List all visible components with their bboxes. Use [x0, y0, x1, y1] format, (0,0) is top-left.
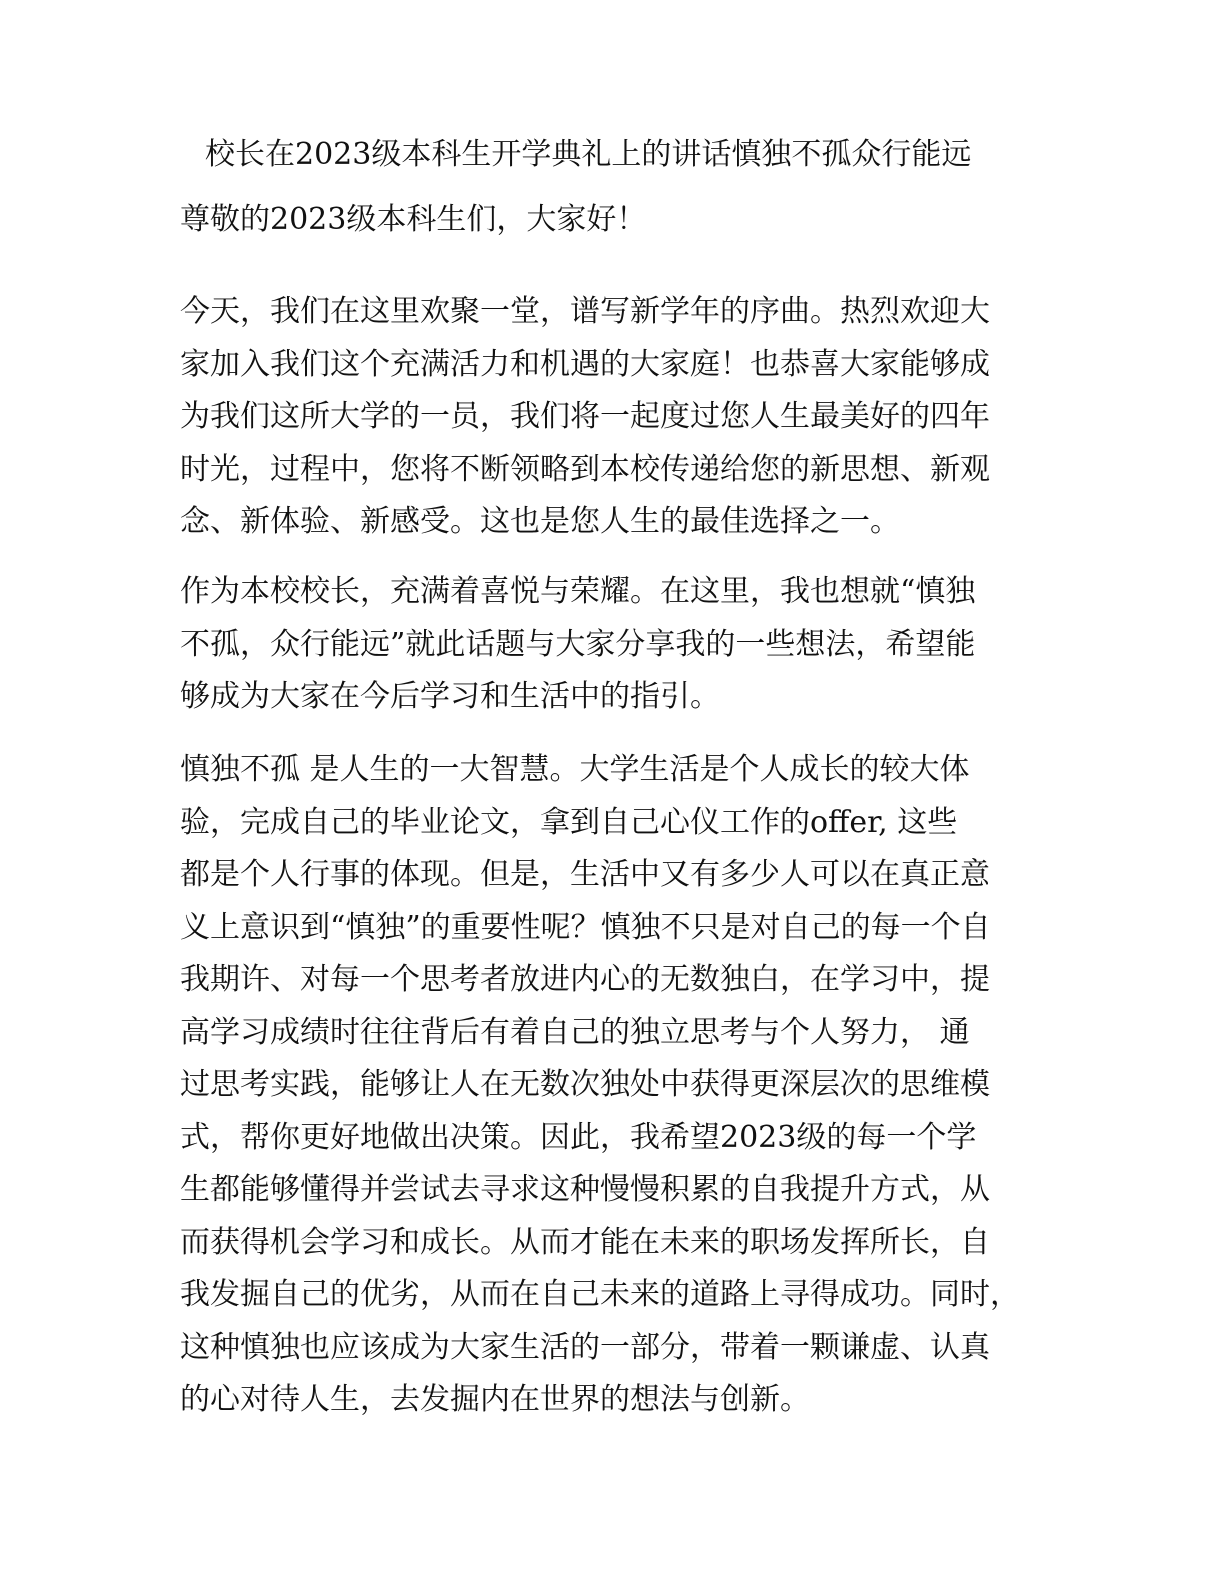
paragraph-line: 义上意识到“慎独”的重要性呢？慎独不只是对自己的每一个自	[180, 909, 991, 945]
paragraph-welcome	[180, 286, 990, 549]
paragraph-intro	[180, 566, 975, 724]
paragraph-line: 的心对待人生，去发掘内在世界的想法与创新。	[180, 1382, 810, 1417]
paragraph-line: 我期许、对每一个思考者放进内心的无数独白，在学习中，提	[180, 962, 990, 997]
paragraph-line: 我发掘自己的优劣，从而在自己未来的道路上寻得成功。同时，	[180, 1277, 1020, 1312]
paragraph-line: 过思考实践，能够让人在无数次独处中获得更深层次的思维模	[180, 1067, 990, 1102]
paragraph-line: 慎独不孤 是人生的一大智慧。大学生活是个人成长的较大体	[180, 752, 970, 787]
paragraph-line: 生都能够懂得并尝试去寻求这种慢慢积累的自我提升方式，从	[180, 1172, 990, 1207]
greeting-line: 尊敬的2023级本科生们，大家好！	[180, 202, 647, 237]
paragraph-line: 为我们这所大学的一员，我们将一起度过您人生最美好的四年	[180, 399, 990, 434]
paragraph-line: 式，帮你更好地做出决策。因此，我希望2023级的每一个学	[180, 1119, 977, 1155]
paragraph-line: 够成为大家在今后学习和生活中的指引。	[180, 679, 720, 714]
paragraph-line: 念、新体验、新感受。这也是您人生的最佳选择之一。	[180, 504, 900, 539]
paragraph-line: 时光，过程中，您将不断领略到本校传递给您的新思想、新观	[180, 451, 990, 487]
paragraph-line: 作为本校校长，充满着喜悦与荣耀。在这里，我也想就“慎独	[180, 574, 976, 609]
document-title: 校长在2023级本科生开学典礼上的讲话慎独不孤众行能远	[205, 137, 972, 172]
paragraph-line: 这种慎独也应该成为大家生活的一部分，带着一颗谦虚、认真	[180, 1329, 990, 1365]
paragraph-line: 不孤，众行能远”就此话题与大家分享我的一些想法，希望能	[180, 626, 976, 662]
paragraph-line: 都是个人行事的体现。但是，生活中又有多少人可以在真正意	[180, 857, 990, 892]
paragraph-line: 今天，我们在这里欢聚一堂，谱写新学年的序曲。热烈欢迎大	[180, 294, 990, 329]
paragraph-line: 家加入我们这个充满活力和机遇的大家庭！也恭喜大家能够成	[180, 346, 990, 382]
paragraph-shendu	[180, 744, 1020, 1427]
paragraph-line: 高学习成绩时往往背后有着自己的独立思考与个人努力， 通	[180, 1014, 970, 1050]
paragraph-line: 而获得机会学习和成长。从而才能在未来的职场发挥所长，自	[180, 1224, 990, 1260]
paragraph-line: 验，完成自己的毕业论文，拿到自己心仪工作的offer, 这些	[180, 804, 958, 840]
